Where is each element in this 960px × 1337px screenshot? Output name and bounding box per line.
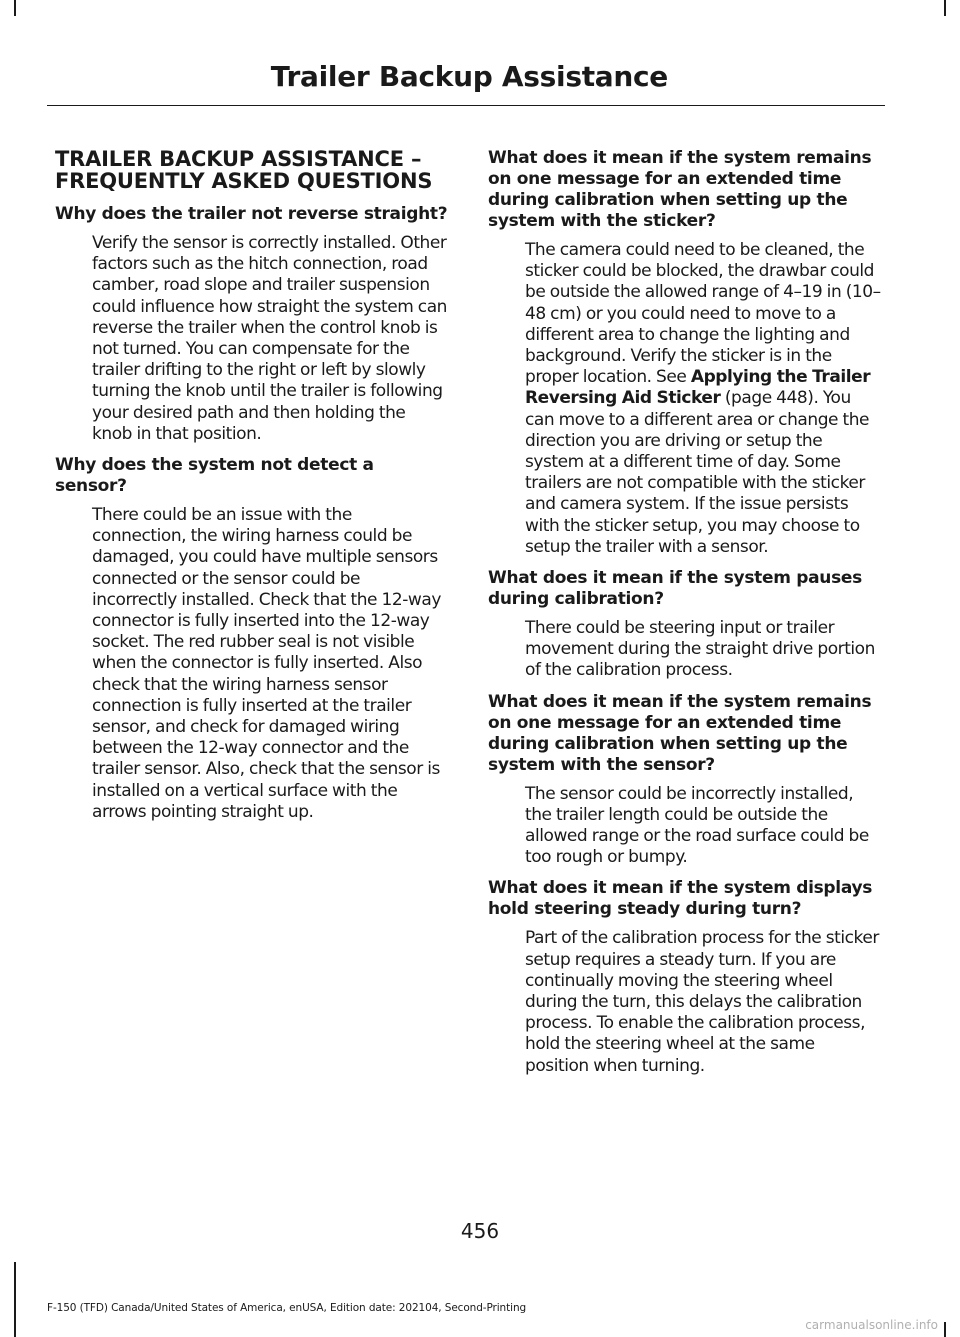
left-column bbox=[55, 148, 449, 833]
running-header-title: Trailer Backup Assistance bbox=[270, 60, 668, 93]
crop-mark-bottom-right bbox=[944, 1322, 946, 1337]
faq-item bbox=[488, 568, 882, 682]
faq-answer: There could be an issue with the connection, the wiring harness could be damaged, you could have multiple sensors connected or the sensor could be incorrectly installed. Check that the 12-way connector is fully inserted into the 12-way socket. The red rubber seal is not visible when the connector is fully inserted. Also check that the wiring harness sensor connection is fully inserted at the trailer sensor, and check for damaged wiring between the 12-way connector and the trailer sensor. Also, check that the sensor is installed on a vertical surface with the arrows pointing straight up. bbox=[92, 505, 441, 822]
footer-edition-text: F-150 (TFD) Canada/United States of America, enUSA, Edition date: 202104, Second-Printing bbox=[47, 1302, 527, 1314]
faq-answer: Part of the calibration process for the sticker setup requires a steady turn. If you are continually moving the steering wheel during the turn, this delays the calibration process. To enable the calibration process, hold the steering wheel at the same position when turning. bbox=[525, 928, 879, 1076]
cross-reference-link[interactable]: Applying the Trailer Reversing Aid Sticker bbox=[525, 367, 871, 409]
faq-question: What does it mean if the system remains on one message for an extended time during calibration when setting up the system with the sensor? bbox=[488, 691, 872, 775]
faq-answer: The sensor could be incorrectly installed, the trailer length could be outside the allowed range or the road surface could be too rough or bumpy. bbox=[525, 783, 869, 868]
page-number: 456 bbox=[460, 1219, 500, 1243]
crop-mark-top-left bbox=[14, 0, 16, 16]
faq-answer: Verify the sensor is correctly installed. Other factors such as the hitch connection, road camber, road slope and trailer suspension could influence how straight the system can reverse the trailer when the control knob is not turned. You can compensate for the trailer drifting to the right or left by slowly turning the knob until the trailer is following your desired path and then holding the knob in that position. bbox=[92, 233, 447, 444]
header-rule bbox=[47, 105, 885, 106]
right-column bbox=[488, 148, 882, 1087]
faq-item bbox=[488, 148, 882, 558]
faq-question: What does it mean if the system remains on one message for an extended time during calibration when setting up the system with the sticker? bbox=[488, 148, 872, 231]
faq-question: What does it mean if the system displays hold steering steady during turn? bbox=[488, 878, 873, 920]
faq-answer: There could be steering input or trailer movement during the straight drive portion of the calibration process. bbox=[525, 618, 875, 681]
answer-text: The camera could need to be cleaned, the sticker could be blocked, the drawbar could be outside the allowed range of 4–19 in (10–48 cm) or you could need to move to a different area to change the lighting and background. Verify the sticker is in the proper location. See bbox=[525, 240, 881, 388]
answer-text: You can move to a different area or change the direction you are driving or setup the system at a different time of day. Some trailers are not compatible with the sticker and camera system. If the issue persists with the sticker setup, you may choose to setup the trailer with a sensor. bbox=[525, 388, 870, 557]
faq-question: Why does the system not detect a sensor? bbox=[55, 455, 374, 497]
page-reference: (page 448). bbox=[720, 388, 819, 409]
crop-mark-bottom-left bbox=[14, 1262, 16, 1337]
faq-item bbox=[55, 204, 449, 445]
faq-answer bbox=[525, 240, 882, 558]
faq-question: What does it mean if the system pauses during calibration? bbox=[488, 568, 862, 610]
section-title: TRAILER BACKUP ASSISTANCE – FREQUENTLY ASKED QUESTIONS bbox=[55, 147, 433, 193]
faq-item bbox=[488, 692, 882, 869]
crop-mark-top-right bbox=[944, 0, 946, 16]
watermark: carmanualsonline.info bbox=[805, 1318, 938, 1332]
faq-question: Why does the trailer not reverse straight? bbox=[55, 204, 448, 224]
faq-item bbox=[55, 455, 449, 823]
faq-item bbox=[488, 878, 882, 1076]
